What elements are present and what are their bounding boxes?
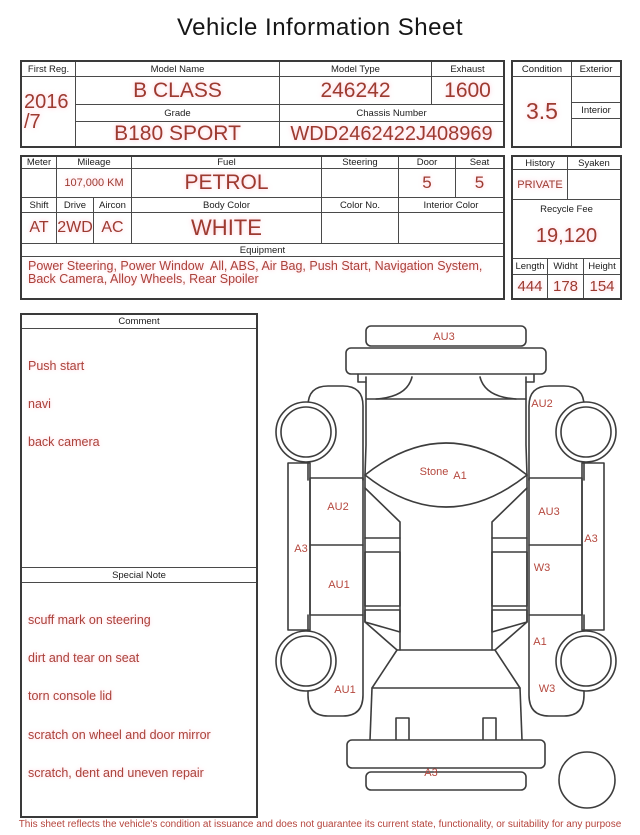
- seat-value: 5: [456, 169, 503, 198]
- first-reg-value: [22, 77, 76, 146]
- damage-label-front-upper-bar: AU3: [433, 331, 455, 343]
- door-panel-left: [310, 478, 363, 615]
- comment-line: navi: [28, 396, 51, 411]
- damage-label-right-front-fender: AU2: [531, 398, 553, 410]
- damage-label-rear-bumper: A3: [424, 767, 438, 779]
- rear-lamp-left: [396, 718, 409, 742]
- first-reg-year: 2016: [24, 90, 69, 113]
- drive-value: 2WD: [57, 213, 94, 244]
- drive-header: Drive: [57, 198, 94, 213]
- recycle-fee-header: Recycle Fee: [540, 204, 593, 215]
- equipment-header: Equipment: [22, 244, 503, 257]
- interior-color-header: Interior Color: [399, 198, 503, 213]
- first-reg-header: First Reg.: [22, 62, 76, 77]
- fuel-value: PETROL: [132, 169, 322, 198]
- page-title: Vehicle Information Sheet: [176, 14, 463, 41]
- height-header: Height: [584, 259, 620, 275]
- interior-header: Interior: [572, 103, 620, 119]
- rear-panel-right: [520, 688, 522, 740]
- steering-header: Steering: [322, 157, 399, 169]
- comment-header: Comment: [22, 315, 256, 329]
- spare-wheel: [559, 752, 615, 808]
- damage-label-windshield-stone: Stone: [419, 466, 449, 478]
- history-header: History: [513, 157, 568, 170]
- damage-label-left-rear-fender: AU1: [334, 684, 356, 696]
- hood-edge-left: [365, 377, 366, 475]
- exterior-header: Exterior: [572, 62, 620, 77]
- length-header: Length: [513, 259, 548, 275]
- special-note-line: dirt and tear on seat: [28, 650, 140, 665]
- rear-window-right: [492, 552, 527, 606]
- damage-label-left-rocker: A3: [294, 543, 308, 555]
- shift-value: AT: [22, 213, 57, 244]
- rear-bumper: [347, 740, 545, 768]
- steering-value: [322, 169, 399, 198]
- comment-line: back camera: [28, 435, 100, 450]
- headlight-arc-right: [480, 377, 516, 399]
- special-note-line: scratch on wheel and door mirror: [28, 727, 211, 742]
- aircon-header: Aircon: [94, 198, 132, 213]
- seat-header: Seat: [456, 157, 503, 169]
- special-note-text: [22, 583, 256, 811]
- body-color-header: Body Color: [132, 198, 322, 213]
- width-header: Widht: [548, 259, 584, 275]
- hood-edge-right: [526, 377, 527, 475]
- door-header: Door: [399, 157, 456, 169]
- equipment-value: Power Steering, Power Window All, ABS, Air Bag, Push Start, Navigation System, Back Camera, Alloy Wheels, Rear Spoiler: [28, 259, 486, 286]
- vehicle-identity-table: [20, 60, 505, 148]
- condition-value: 3.5: [513, 77, 572, 146]
- fuel-header: Fuel: [132, 157, 322, 169]
- grade-header: Grade: [76, 105, 280, 122]
- interior-color-value: [399, 213, 503, 244]
- chassis-number-value: WDD2462422J408969: [290, 122, 493, 145]
- rear-lower-bar: [366, 772, 526, 790]
- car-damage-diagram: [270, 310, 640, 820]
- front-bumper: [346, 348, 546, 374]
- body-color-value: WHITE: [132, 213, 322, 244]
- special-note-line: scuff mark on steering: [28, 612, 151, 627]
- special-note-line: scratch, dent and uneven repair: [28, 766, 204, 781]
- width-value: 178: [548, 275, 584, 298]
- damage-label-right-front-door: AU3: [538, 506, 560, 518]
- meter-header: Meter: [22, 157, 57, 169]
- comment-box: [20, 313, 258, 818]
- quarter-window-right: [492, 610, 527, 632]
- model-name-header: Model Name: [76, 62, 280, 77]
- comment-line: Push start: [28, 358, 85, 373]
- height-value: 154: [589, 278, 615, 295]
- damage-label-left-rear-door: AU1: [328, 579, 350, 591]
- door-panel-right: [529, 478, 582, 615]
- spec-table: [20, 155, 505, 300]
- rear-lamp-right: [483, 718, 496, 742]
- exhaust-value: 1600: [432, 77, 503, 105]
- syaken-value: [568, 170, 620, 200]
- meter-value: [22, 169, 57, 198]
- color-no-header: Color No.: [322, 198, 399, 213]
- disclaimer-text: This sheet reflects the vehicle's condition at issuance and does not guarantee its current state, functionality, or suitability for any purpose: [18, 819, 622, 830]
- special-note-header: Special Note: [22, 567, 256, 583]
- rear-panel-left: [370, 688, 372, 740]
- exterior-value: [572, 77, 620, 103]
- damage-label-right-rocker: A3: [584, 533, 598, 545]
- history-value: PRIVATE: [513, 170, 568, 200]
- model-type-header: Model Type: [280, 62, 432, 77]
- front-window-left: [365, 488, 400, 538]
- front-wheel-right: [556, 402, 616, 462]
- recycle-fee-cell: [513, 200, 620, 259]
- rear-wheel-left: [276, 631, 336, 691]
- model-type-value: 246242: [280, 77, 432, 105]
- chassis-number-header: Chassis Number: [280, 105, 503, 122]
- recycle-fee-value: 19,120: [535, 225, 598, 247]
- exhaust-header: Exhaust: [432, 62, 503, 77]
- length-value: 444: [513, 275, 548, 298]
- color-no-value: [322, 213, 399, 244]
- model-name-value: B CLASS: [76, 77, 280, 105]
- rocker-strip-right: [582, 463, 604, 630]
- syaken-header: Syaken: [568, 157, 620, 170]
- damage-label-right-quarter: A1: [533, 636, 547, 648]
- quarter-window-left: [365, 610, 400, 632]
- damage-label-right-rear-fender: W3: [538, 683, 556, 695]
- condition-box: [511, 60, 622, 148]
- trunk-lid: [372, 650, 520, 688]
- rear-wheel-right: [556, 631, 616, 691]
- grade-value: B180 SPORT: [76, 122, 280, 146]
- rear-window-left: [365, 552, 400, 606]
- first-reg-month: /7: [24, 110, 41, 133]
- front-wheel-left: [276, 402, 336, 462]
- mileage-header: Mileage: [57, 157, 132, 169]
- damage-label-left-front-door: AU2: [327, 501, 349, 513]
- front-bumper-step-right: [526, 374, 534, 382]
- condition-header: Condition: [513, 62, 572, 77]
- damage-label-right-rear-door: W3: [533, 562, 551, 574]
- headlight-arc-left: [376, 377, 412, 399]
- mileage-value: 107,000 KM: [57, 169, 132, 198]
- history-box: [511, 155, 622, 300]
- front-bumper-step-left: [358, 374, 366, 382]
- front-window-right: [492, 488, 527, 538]
- comment-text: [22, 329, 256, 480]
- interior-value: [572, 119, 620, 146]
- aircon-value: AC: [94, 213, 132, 244]
- door-value: 5: [399, 169, 456, 198]
- shift-header: Shift: [22, 198, 57, 213]
- damage-label-windshield-grade: A1: [453, 470, 467, 482]
- special-note-line: torn console lid: [28, 689, 113, 704]
